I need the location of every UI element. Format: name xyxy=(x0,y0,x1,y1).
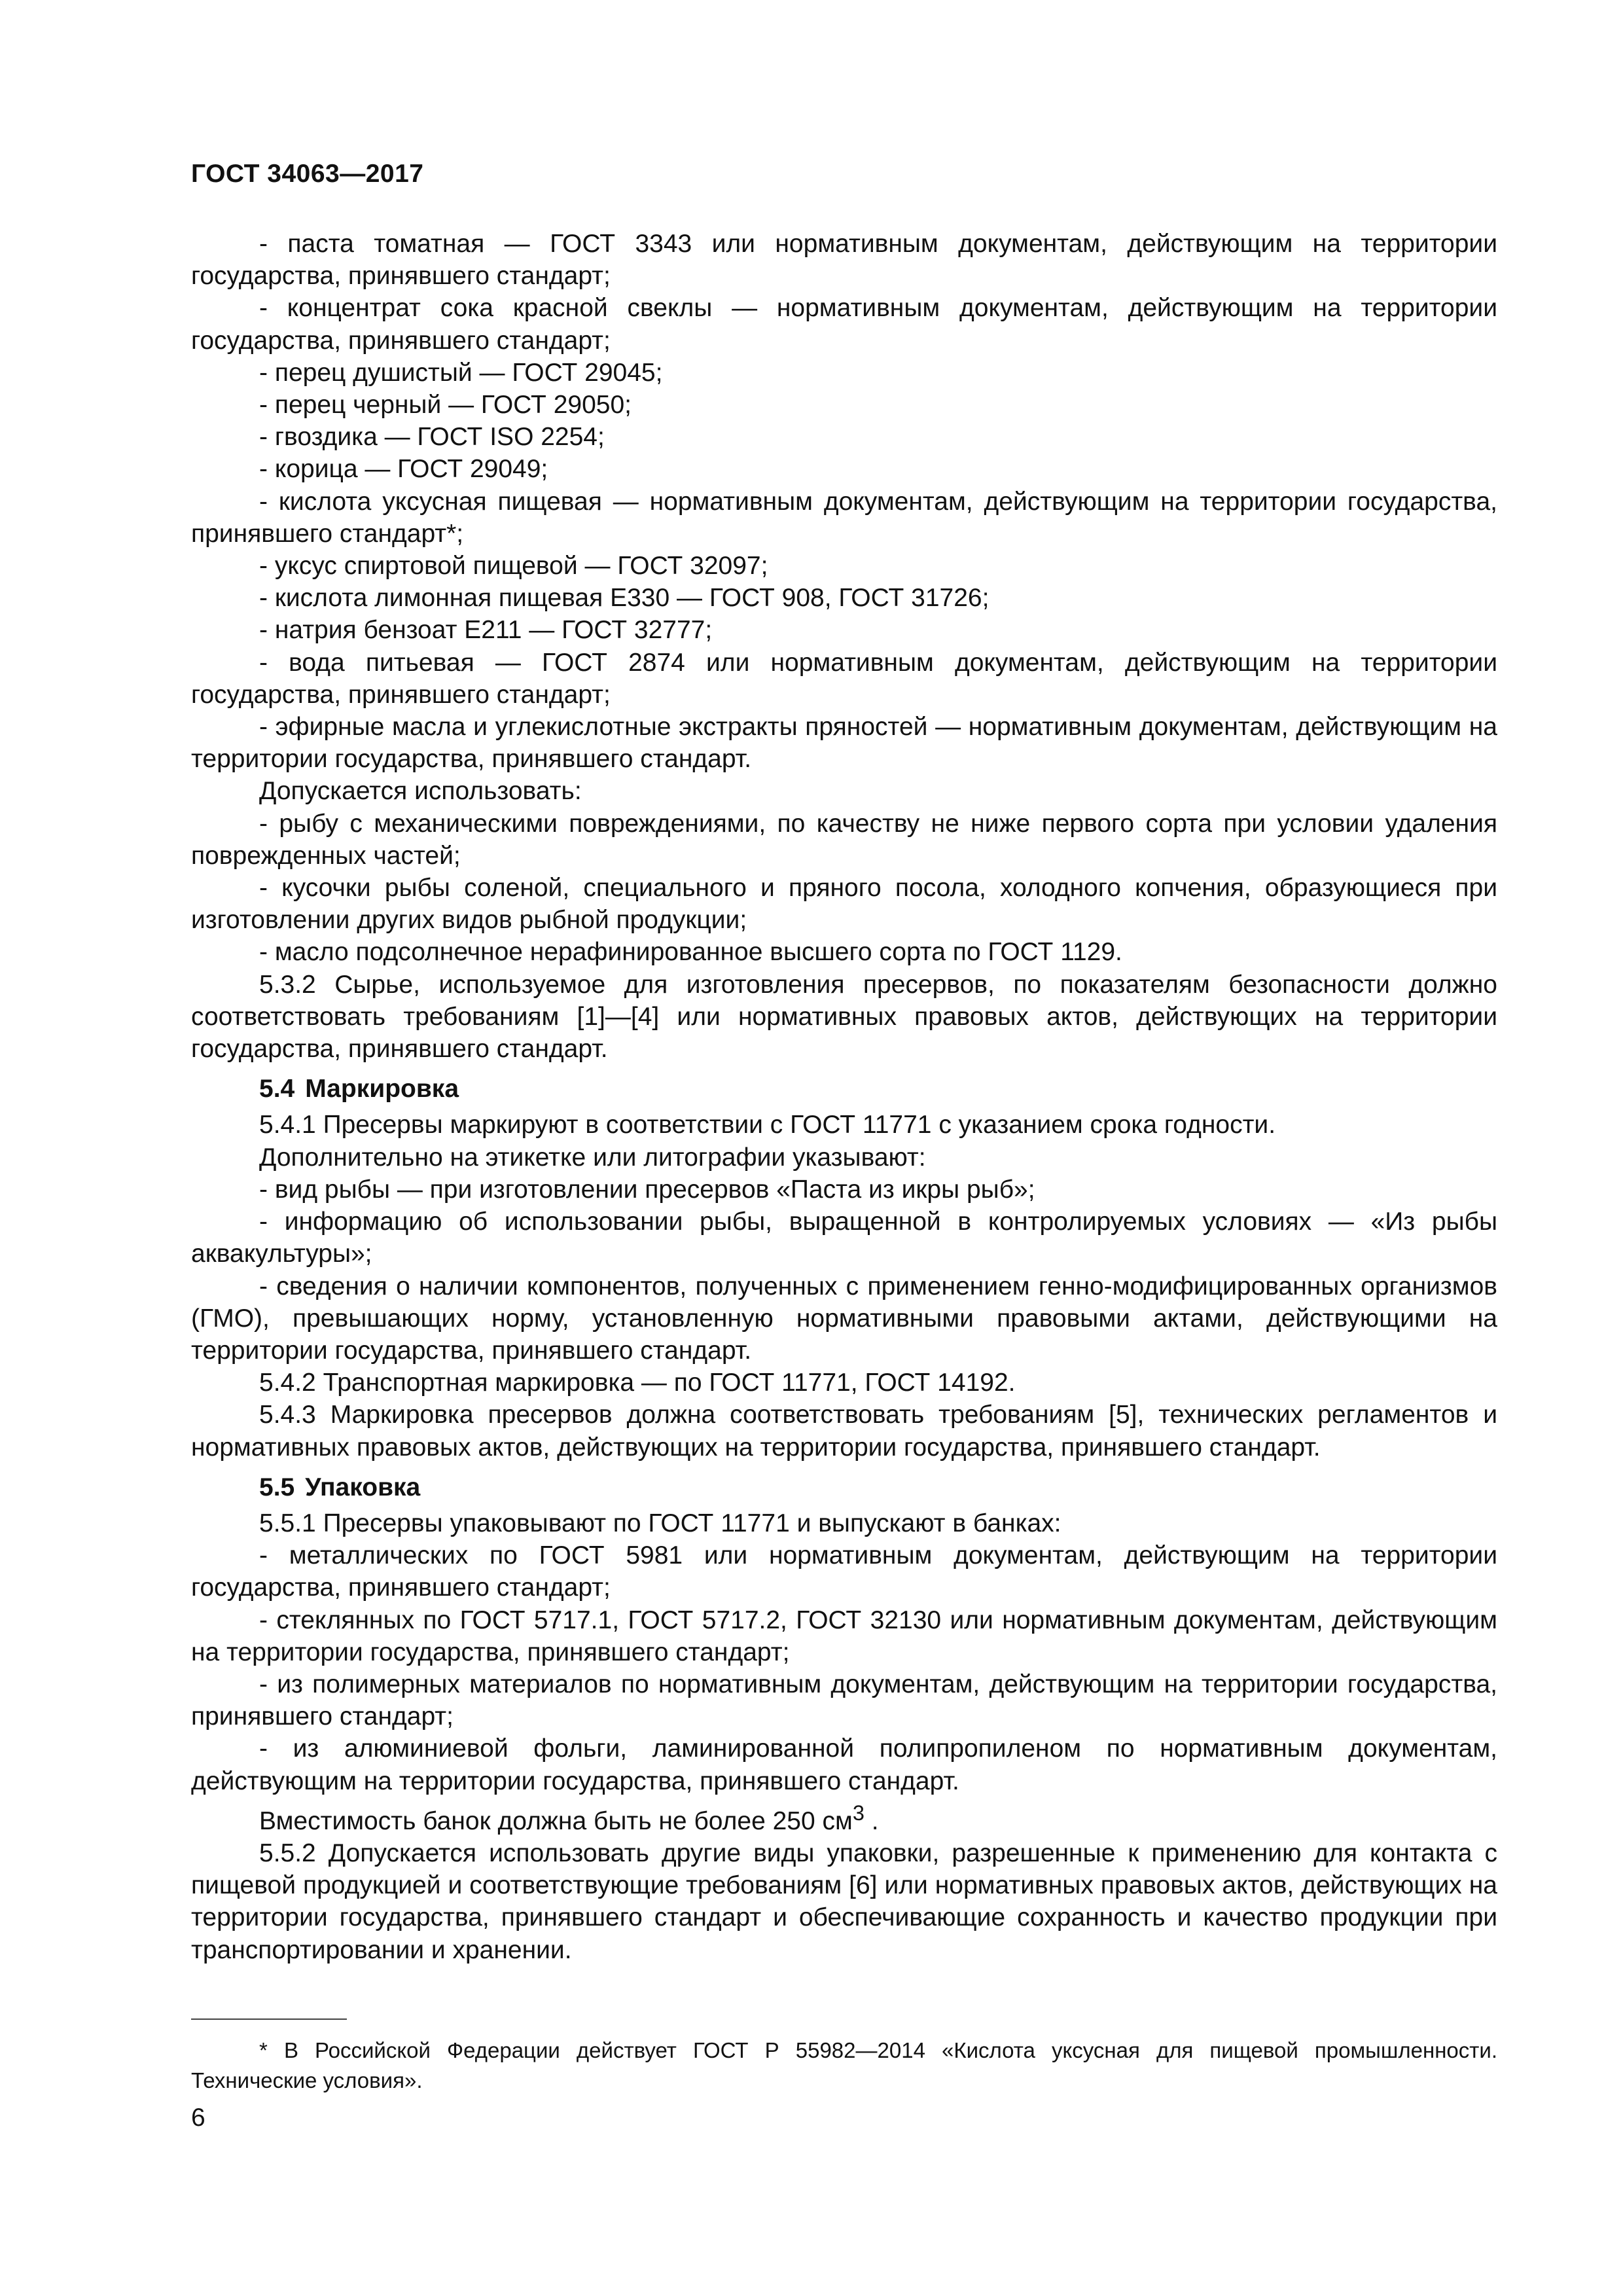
list-item: - уксус спиртовой пищевой — ГОСТ 32097; xyxy=(259,552,768,581)
list-item: - рыбу с механическими повреждениями, по качеству не ниже первого сорта при условии удаления поврежденных частей; xyxy=(191,809,1497,870)
list-item: - металлических по ГОСТ 5981 или нормативным документам, действующим на территории государства, принявшего стандарт; xyxy=(191,1541,1497,1602)
page-number: 6 xyxy=(191,2104,205,2132)
list-item: - перец душистый — ГОСТ 29045; xyxy=(259,358,663,387)
list-item: - из полимерных материалов по нормативным документам, действующим на территории государства, принявшего стандарт; xyxy=(191,1670,1497,1731)
list-item: - натрия бензоат Е211 — ГОСТ 32777; xyxy=(259,616,713,645)
list-item: - стеклянных по ГОСТ 5717.1, ГОСТ 5717.2, ГОСТ 32130 или нормативным документам, действующим на территории государства, принявшего стандарт; xyxy=(191,1605,1497,1666)
list-item: - гвоздика — ГОСТ ISO 2254; xyxy=(259,423,605,452)
allowed-intro: Допускается использовать: xyxy=(259,777,582,806)
capacity-end: . xyxy=(864,1806,879,1835)
section-title: Маркировка xyxy=(305,1075,459,1103)
section-heading-5-4 xyxy=(191,1065,1497,1109)
list-item: - масло подсолнечное нерафинированное высшего сорта по ГОСТ 1129. xyxy=(259,938,1122,967)
section-title: Упаковка xyxy=(305,1473,421,1501)
list-item: - вода питьевая — ГОСТ 2874 или нормативным документам, действующим на территории государства, принявшего стандарт; xyxy=(191,648,1497,709)
footnote-divider xyxy=(191,2018,347,2020)
paragraph-5-4-3: 5.4.3 Маркировка пресервов должна соответствовать требованиям [5], технических регламентов и нормативных правовых актов, действующих на территории государства, принявшего стандарт. xyxy=(191,1401,1497,1462)
paragraph-5-5-2: 5.5.2 Допускается использовать другие виды упаковки, разрешенные к применению для контакта с пищевой продукцией и соответствующие требованиям [6] или нормативных правовых актов, действующих на территории государства, принявшего стандарт и обеспечивающие сохранность и качество продукции при транспортировании и хранении. xyxy=(191,1839,1497,1964)
list-item: - концентрат сока красной свеклы — нормативным документам, действующим на территории государства, принявшего стандарт; xyxy=(191,294,1497,355)
list-item: - кислота уксусная пищевая — нормативным документам, действующим на территории государства, принявшего стандарт*; xyxy=(191,487,1497,548)
list-item: - кислота лимонная пищевая Е330 — ГОСТ 908, ГОСТ 31726; xyxy=(259,584,990,613)
paragraph-5-3-2: 5.3.2 Сырье, используемое для изготовления пресервов, по показателям безопасности должно соответствовать требованиям [1]—[4] или нормативных правовых актов, действующих на территории государства, принявшего стандарт. xyxy=(191,970,1497,1064)
capacity-text: Вместимость банок должна быть не более 250 см xyxy=(259,1806,853,1835)
paragraph-5-4-2: 5.4.2 Транспортная маркировка — по ГОСТ 11771, ГОСТ 14192. xyxy=(259,1369,1016,1397)
section-heading-5-5 xyxy=(191,1463,1497,1507)
footnote: * В Российской Федерации действует ГОСТ Р 55982—2014 «Кислота уксусная для пищевой промышленности. Технические условия». xyxy=(191,2038,1497,2092)
document-body xyxy=(191,228,1497,1966)
list-item: - перец черный — ГОСТ 29050; xyxy=(259,391,632,420)
paragraph-5-4-1: 5.4.1 Пресервы маркируют в соответствии с ГОСТ 11771 с указанием срока годности. xyxy=(259,1111,1276,1139)
list-item: - вид рыбы — при изготовлении пресервов «Паста из икры рыб»; xyxy=(259,1175,1035,1204)
paragraph-5-5-1: 5.5.1 Пресервы упаковывают по ГОСТ 11771 и выпускают в банках: xyxy=(259,1509,1061,1537)
list-item: - из алюминиевой фольги, ламинированной полипропиленом по нормативным документам, действующим на территории государства, принявшего стандарт. xyxy=(191,1734,1497,1795)
capacity-paragraph xyxy=(191,1797,1497,1837)
list-item: - сведения о наличии компонентов, полученных с применением генно-модифицированных организмов (ГМО), превышающих норму, установленную нормативными правовыми актами, действующими на территории государства, принявшего стандарт. xyxy=(191,1272,1497,1365)
label-intro: Дополнительно на этикетке или литографии указывают: xyxy=(259,1143,926,1172)
document-code-header: ГОСТ 34063—2017 xyxy=(191,160,424,188)
list-item: - информацию об использовании рыбы, выращенной в контролируемых условиях — «Из рыбы аквакультуры»; xyxy=(191,1208,1497,1268)
list-item: - кусочки рыбы соленой, специального и пряного посола, холодного копчения, образующиеся при изготовлении других видов рыбной продукции; xyxy=(191,874,1497,935)
section-number: 5.4 xyxy=(259,1075,295,1103)
section-number: 5.5 xyxy=(259,1473,295,1501)
list-item: - паста томатная — ГОСТ 3343 или нормативным документам, действующим на территории государства, принявшего стандарт; xyxy=(191,230,1497,291)
list-item: - корица — ГОСТ 29049; xyxy=(259,455,548,484)
capacity-superscript: 3 xyxy=(852,1801,865,1825)
list-item: - эфирные масла и углекислотные экстракты пряностей — нормативным документам, действующим на территории государства, принявшего стандарт. xyxy=(191,713,1497,774)
